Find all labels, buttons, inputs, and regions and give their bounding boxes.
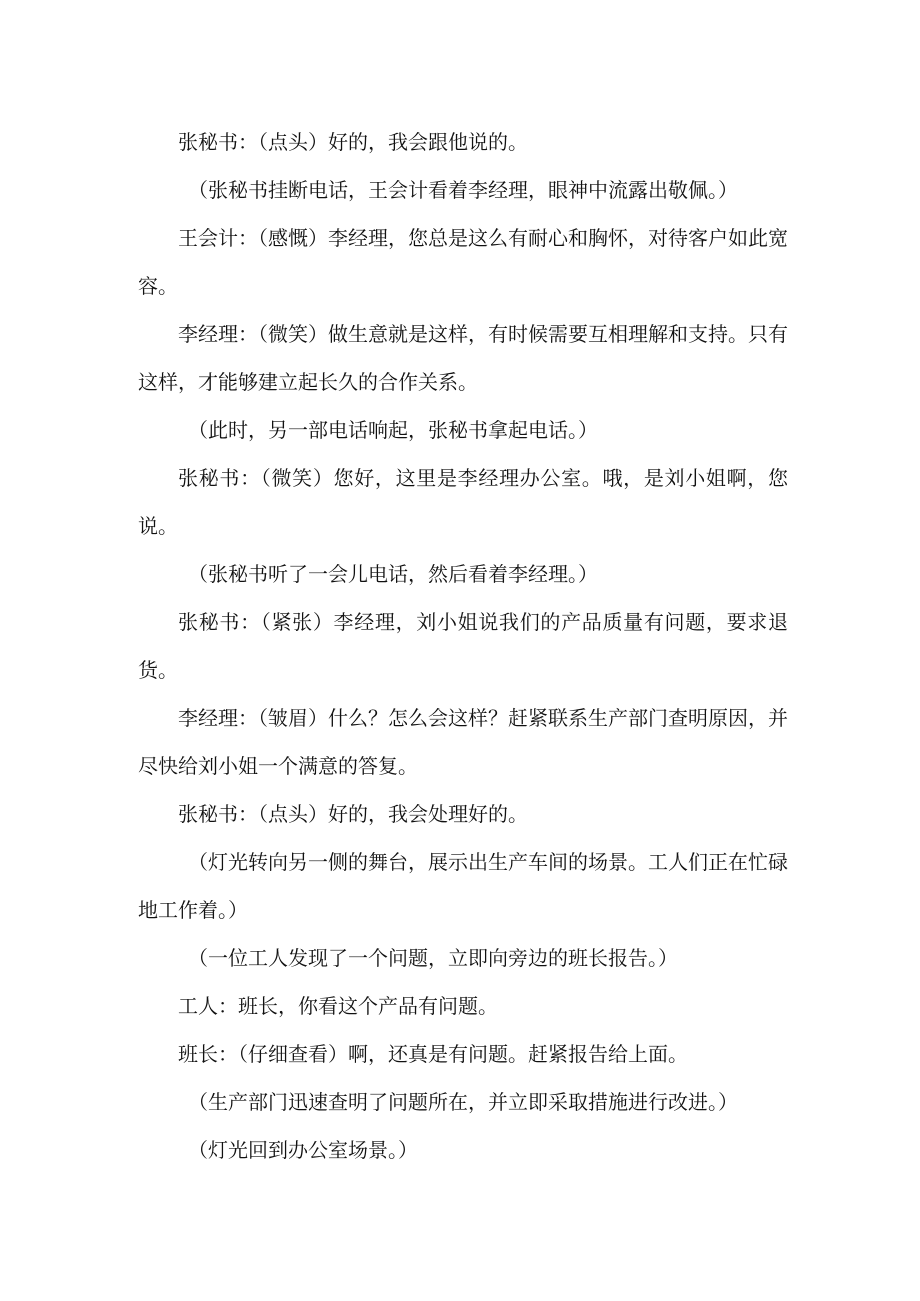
dialogue-line: 班长：（仔细查看）啊，还真是有问题。赶紧报告给上面。 bbox=[178, 1042, 688, 1066]
dialogue-line: 李经理：（微笑）做生意就是这样，有时候需要互相理解和支持。只有这样，才能够建立起长久的合作关系。 bbox=[138, 322, 788, 394]
dialogue-line: 张秘书：（微笑）您好，这里是李经理办公室。哦，是刘小姐啊，您说。 bbox=[138, 466, 788, 538]
script-body bbox=[138, 118, 788, 1174]
dialogue-line: 王会计：（感慨）李经理，您总是这么有耐心和胸怀，对待客户如此宽容。 bbox=[138, 226, 788, 298]
stage-direction: （张秘书挂断电话，王会计看着李经理，眼神中流露出敬佩。） bbox=[188, 178, 738, 202]
dialogue-line: 工人：班长，你看这个产品有问题。 bbox=[178, 994, 498, 1018]
dialogue-line: 张秘书：（点头）好的，我会处理好的。 bbox=[178, 802, 528, 826]
stage-direction: （此时，另一部电话响起，张秘书拿起电话。） bbox=[188, 418, 598, 442]
stage-direction: （灯光转向另一侧的舞台，展示出生产车间的场景。工人们正在忙碌地工作着。） bbox=[138, 850, 788, 922]
stage-direction: （张秘书听了一会儿电话，然后看着李经理。） bbox=[188, 562, 598, 586]
dialogue-line: 张秘书：（点头）好的，我会跟他说的。 bbox=[178, 130, 528, 154]
dialogue-line: 张秘书：（紧张）李经理，刘小姐说我们的产品质量有问题，要求退货。 bbox=[138, 610, 788, 682]
stage-direction: （灯光回到办公室场景。） bbox=[188, 1138, 418, 1162]
dialogue-line: 李经理：（皱眉）什么？怎么会这样？赶紧联系生产部门查明原因，并尽快给刘小姐一个满意的答复。 bbox=[138, 706, 788, 778]
stage-direction: （生产部门迅速查明了问题所在，并立即采取措施进行改进。） bbox=[188, 1090, 738, 1114]
stage-direction: （一位工人发现了一个问题，立即向旁边的班长报告。） bbox=[188, 946, 678, 970]
